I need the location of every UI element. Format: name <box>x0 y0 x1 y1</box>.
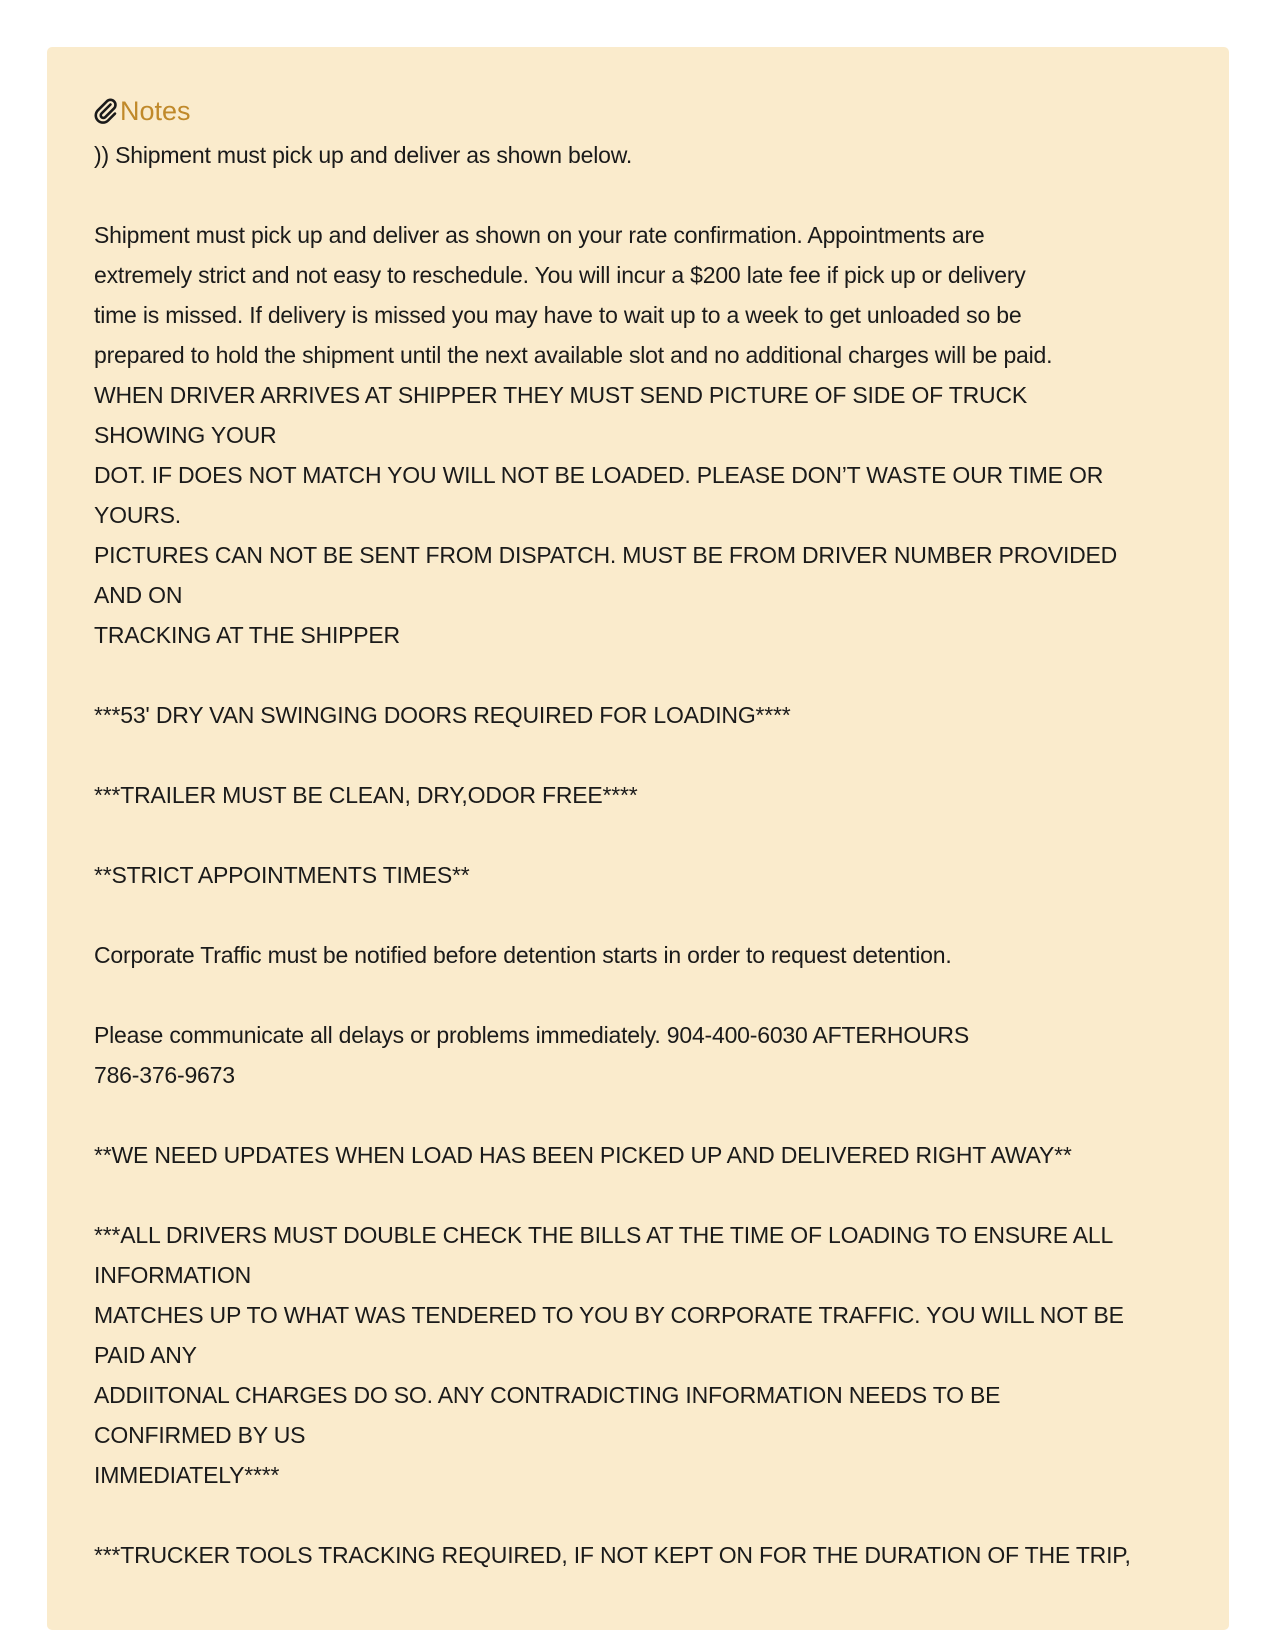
notes-line: 786-376-9673 <box>94 1062 235 1088</box>
notes-line: IMMEDIATELY**** <box>94 1462 280 1488</box>
notes-line: DOT. IF DOES NOT MATCH YOU WILL NOT BE LOADED. PLEASE DON’T WASTE OUR TIME OR <box>94 462 1104 488</box>
notes-line: MATCHES UP TO WHAT WAS TENDERED TO YOU BY CORPORATE TRAFFIC. YOU WILL NOT BE <box>94 1302 1124 1328</box>
notes-blank-line <box>94 975 1189 1015</box>
notes-blank-line <box>94 1495 1189 1535</box>
notes-line: YOURS. <box>94 502 181 528</box>
notes-line: PICTURES CAN NOT BE SENT FROM DISPATCH. MUST BE FROM DRIVER NUMBER PROVIDED <box>94 542 1118 568</box>
notes-blank-line <box>94 1095 1189 1135</box>
notes-line: Please communicate all delays or problems immediately. 904-400-6030 AFTERHOURS <box>94 1022 969 1048</box>
notes-line: **WE NEED UPDATES WHEN LOAD HAS BEEN PICKED UP AND DELIVERED RIGHT AWAY** <box>94 1142 1072 1168</box>
paperclip-icon <box>94 98 118 124</box>
notes-line: **STRICT APPOINTMENTS TIMES** <box>94 862 470 888</box>
notes-blank-line <box>94 655 1189 695</box>
notes-title: Notes <box>120 96 191 126</box>
notes-blank-line <box>94 895 1189 935</box>
notes-line: Corporate Traffic must be notified before detention starts in order to request detention. <box>94 942 952 968</box>
notes-line: )) Shipment must pick up and deliver as shown below. <box>94 142 633 168</box>
notes-line: CONFIRMED BY US <box>94 1422 306 1448</box>
notes-line: ***ALL DRIVERS MUST DOUBLE CHECK THE BILLS AT THE TIME OF LOADING TO ENSURE ALL <box>94 1222 1114 1248</box>
notes-line: ADDIITONAL CHARGES DO SO. ANY CONTRADICTING INFORMATION NEEDS TO BE <box>94 1382 1001 1408</box>
notes-line: PAID ANY <box>94 1342 197 1368</box>
notes-blank-line <box>94 175 1189 215</box>
notes-line: extremely strict and not easy to reschedule. You will incur a $200 late fee if pick up or delivery <box>94 262 1026 288</box>
notes-blank-line <box>94 815 1189 855</box>
notes-line: AND ON <box>94 582 183 608</box>
notes-header <box>94 91 1189 131</box>
notes-panel <box>47 47 1229 1630</box>
notes-line: Shipment must pick up and deliver as shown on your rate confirmation. Appointments are <box>94 222 985 248</box>
notes-line: ***53' DRY VAN SWINGING DOORS REQUIRED FOR LOADING**** <box>94 702 791 728</box>
notes-line: INFORMATION <box>94 1262 252 1288</box>
notes-line: TRACKING AT THE SHIPPER <box>94 622 400 648</box>
notes-line: SHOWING YOUR <box>94 422 277 448</box>
notes-blank-line <box>94 1175 1189 1215</box>
notes-line: time is missed. If delivery is missed you may have to wait up to a week to get unloaded so be <box>94 302 1022 328</box>
notes-line: prepared to hold the shipment until the next available slot and no additional charges will be paid. <box>94 342 1053 368</box>
notes-body <box>94 135 1189 1575</box>
notes-blank-line <box>94 735 1189 775</box>
notes-line: ***TRAILER MUST BE CLEAN, DRY,ODOR FREE**** <box>94 782 638 808</box>
notes-line: ***TRUCKER TOOLS TRACKING REQUIRED, IF NOT KEPT ON FOR THE DURATION OF THE TRIP, <box>94 1542 1131 1568</box>
notes-line: WHEN DRIVER ARRIVES AT SHIPPER THEY MUST SEND PICTURE OF SIDE OF TRUCK <box>94 382 1027 408</box>
